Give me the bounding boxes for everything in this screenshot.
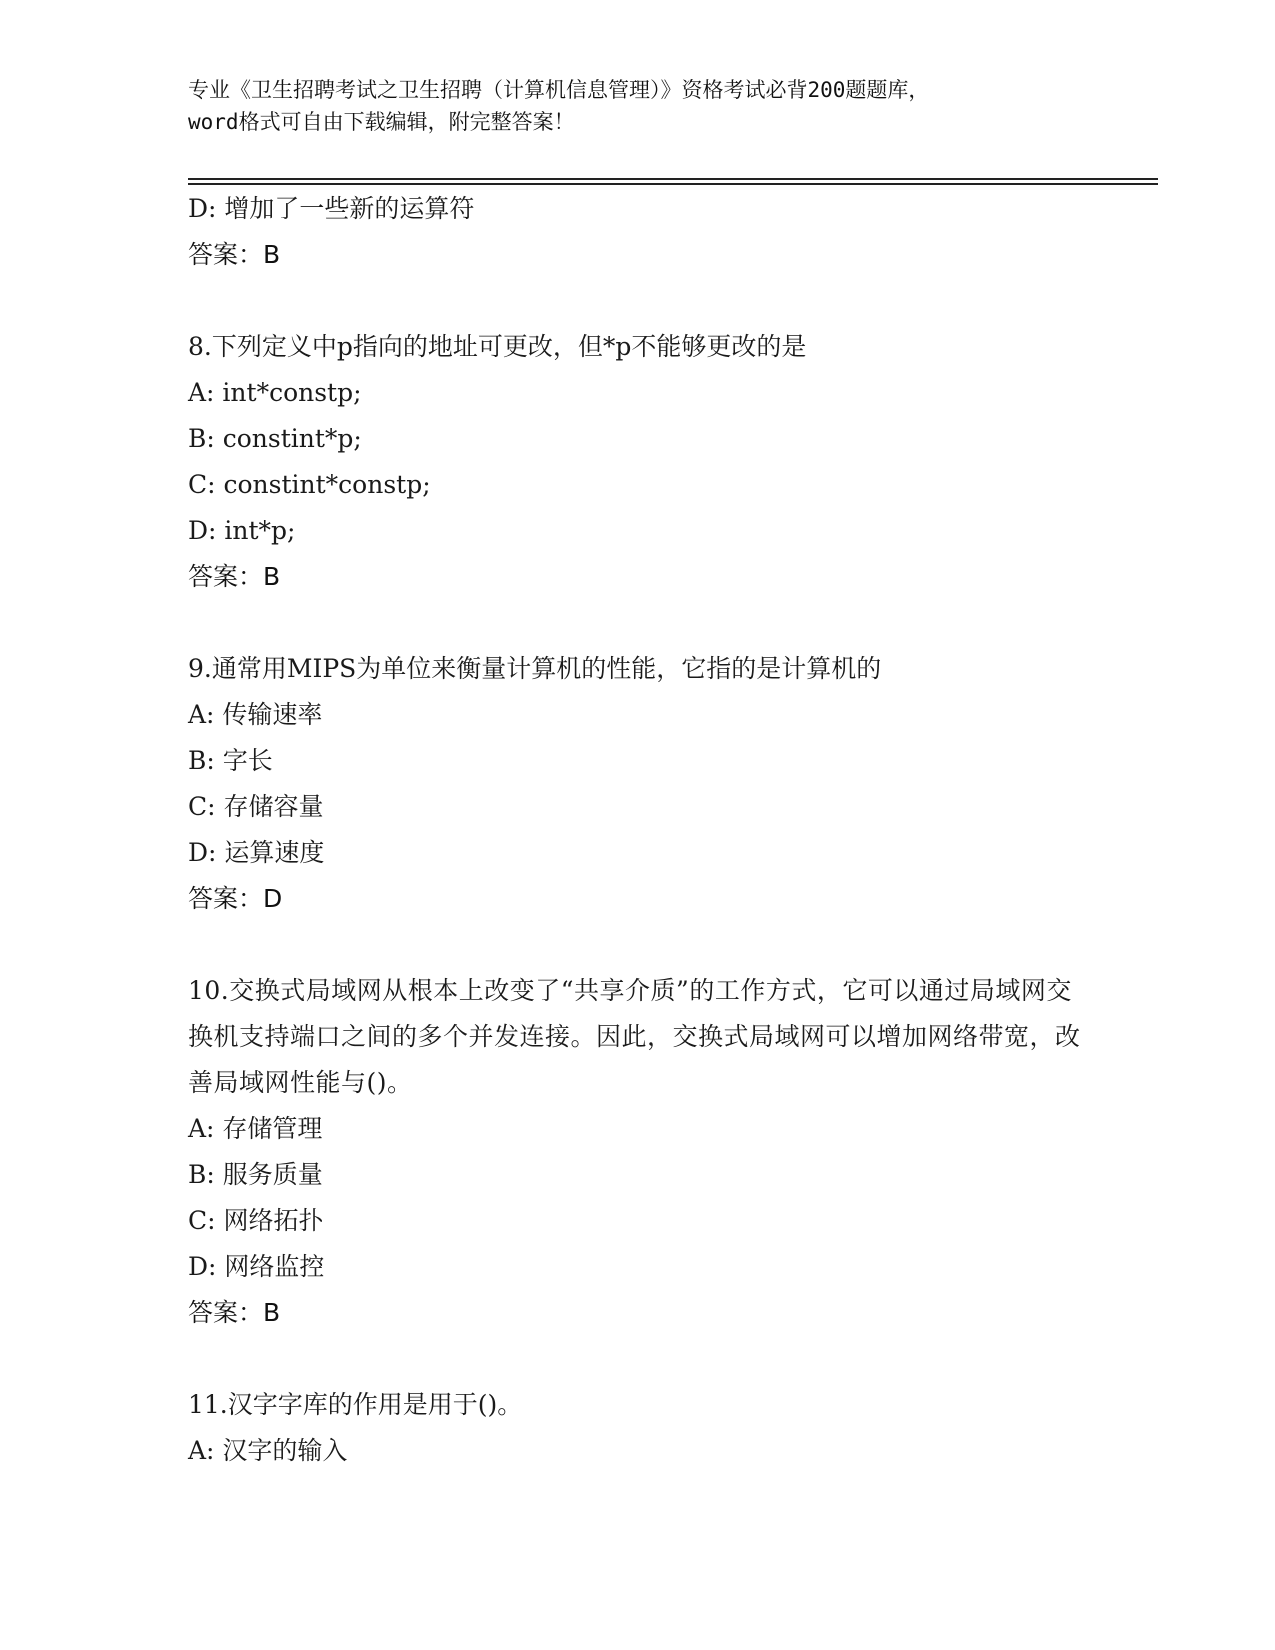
- option-c: C: constint*constp;: [188, 470, 431, 499]
- option-c: C: 存储容量: [188, 792, 324, 821]
- answer-label: 答案：D: [188, 884, 283, 913]
- spacer: [188, 278, 1088, 324]
- question-text: 11.汉字字库的作用是用于()。: [188, 1390, 523, 1419]
- option-a: A: 存储管理: [188, 1114, 323, 1143]
- question-text: 8.下列定义中p指向的地址可更改，但*p不能够更改的是: [188, 332, 807, 361]
- option-b: B: 字长: [188, 746, 273, 775]
- answer-label: 答案：B: [188, 1298, 281, 1327]
- spacer: [188, 1336, 1088, 1382]
- question-text: 9.通常用MIPS为单位来衡量计算机的性能，它指的是计算机的: [188, 654, 882, 683]
- spacer: [188, 600, 1088, 646]
- option-d: D: 增加了一些新的运算符: [188, 194, 475, 223]
- question-11: [188, 1382, 1088, 1474]
- question-8: [188, 324, 1088, 600]
- question-9: [188, 646, 1088, 922]
- question-list: [188, 186, 1088, 1474]
- document-header: [188, 74, 1088, 138]
- header-divider-bottom: [188, 183, 1158, 185]
- spacer: [188, 922, 1088, 968]
- option-d: D: 运算速度: [188, 838, 325, 867]
- option-c: C: 网络拓扑: [188, 1206, 324, 1235]
- option-d: D: int*p;: [188, 516, 296, 545]
- question-10: [188, 968, 1088, 1336]
- option-a: A: int*constp;: [188, 378, 362, 407]
- answer-label: 答案：B: [188, 562, 281, 591]
- answer-label: 答案：B: [188, 240, 281, 269]
- option-a: A: 传输速率: [188, 700, 323, 729]
- option-a: A: 汉字的输入: [188, 1436, 348, 1465]
- option-b: B: 服务质量: [188, 1160, 323, 1189]
- header-title-line-1: 专业《卫生招聘考试之卫生招聘（计算机信息管理）》资格考试必背200题题库，: [188, 78, 930, 102]
- question-7-tail: [188, 186, 1088, 278]
- header-title-line-2: word格式可自由下载编辑，附完整答案！: [188, 110, 575, 134]
- option-b: B: constint*p;: [188, 424, 362, 453]
- header-divider-top: [188, 178, 1158, 180]
- question-text: 10.交换式局域网从根本上改变了“共享介质”的工作方式，它可以通过局域网交换机支持端口之间的多个并发连接。因此，交换式局域网可以增加网络带宽，改善局域网性能与()。: [188, 976, 1081, 1097]
- option-d: D: 网络监控: [188, 1252, 325, 1281]
